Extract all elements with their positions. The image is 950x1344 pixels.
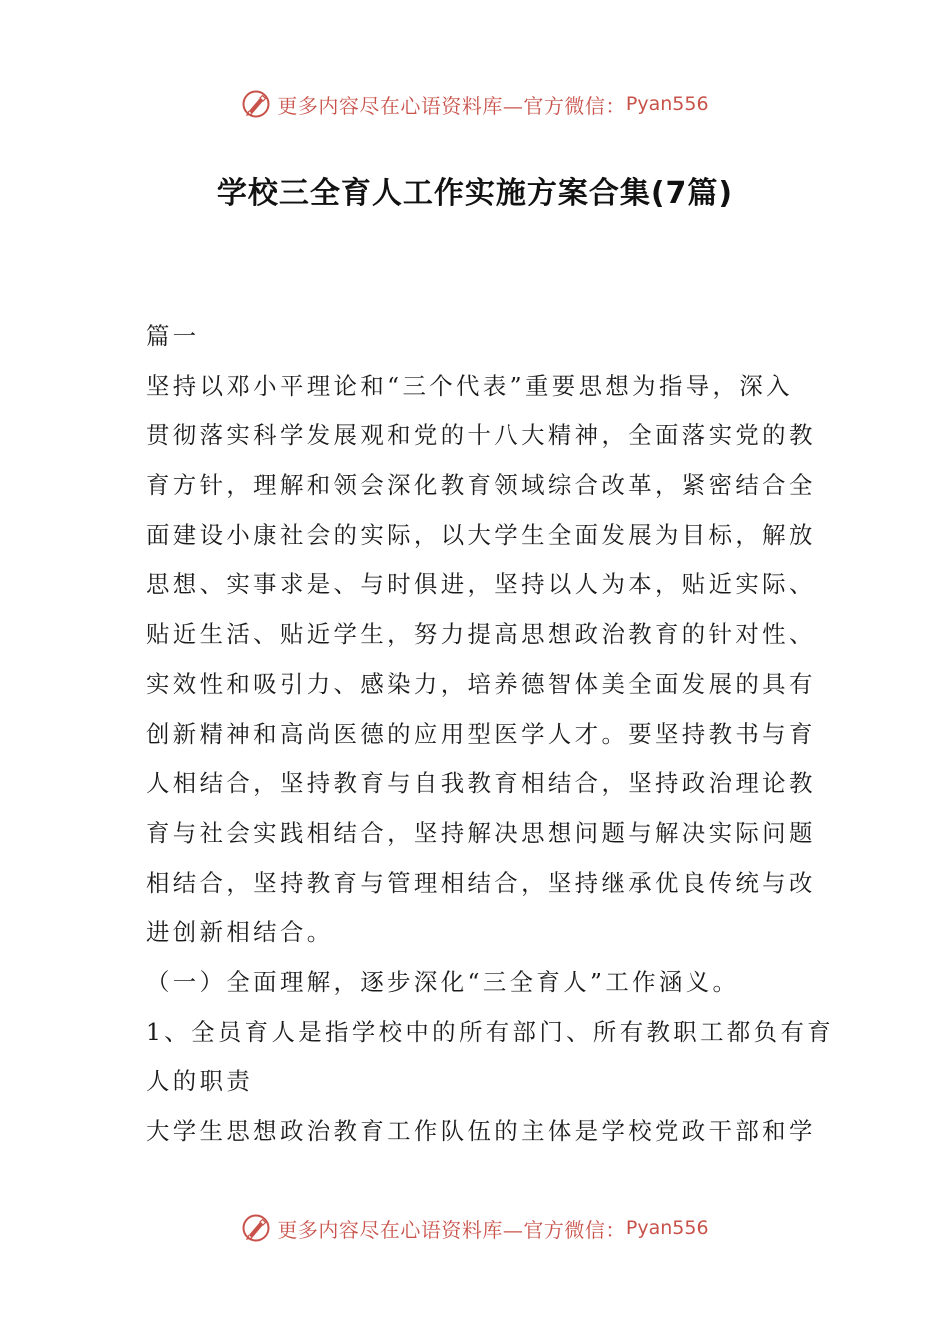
text-line: 贯彻落实科学发展观和党的十八大精神，全面落实党的教 [146,421,816,450]
text-line: 大学生思想政治教育工作队伍的主体是学校党政干部和学 [146,1117,816,1145]
text-line: 育与社会实践相结合，坚持解决思想问题与解决实际问题 [146,818,816,847]
watermark-wechat-id: Pyan556 [625,1217,709,1239]
document-body [146,312,835,1157]
text-line: 人的职责 [146,1067,254,1096]
text-line: 实效性和吸引力、感染力，培养德智体美全面发展的具有 [146,669,816,698]
text-line: 篇一 [146,322,200,350]
text-line: 进创新相结合。 [146,918,334,947]
text-line: 人相结合，坚持教育与自我教育相结合，坚持政治理论教 [146,769,816,798]
document-title: 学校三全育人工作实施方案合集(7篇) [216,176,734,211]
header-watermark [0,84,950,124]
text-line: 育方针，理解和领会深化教育领域综合改革，紧密结合全 [146,471,816,500]
text-line: 1、全员育人是指学校中的所有部门、所有教职工都负有育 [146,1017,835,1046]
text-line: 创新精神和高尚医德的应用型医学人才。要坚持教书与育 [146,719,816,748]
text-line: 相结合，坚持教育与管理相结合，坚持继承优良传统与改 [146,868,816,897]
pen-logo-icon [241,1213,271,1243]
text-line: 思想、实事求是、与时俱进，坚持以人为本，贴近实际、 [146,570,816,599]
text-line: （一）全面理解，逐步深化“三全育人”工作涵义。 [146,967,740,996]
text-line: 贴近生活、贴近学生，努力提高思想政治教育的针对性、 [146,620,816,649]
footer-watermark [0,1208,950,1248]
watermark-text: 更多内容尽在心语资料库—官方微信： [277,93,626,118]
pen-logo-icon [241,89,271,119]
text-line: 坚持以邓小平理论和“三个代表”重要思想为指导，深入 [146,371,793,400]
watermark-wechat-id: Pyan556 [625,93,709,115]
text-line: 面建设小康社会的实际，以大学生全面发展为目标，解放 [146,520,816,549]
watermark-text: 更多内容尽在心语资料库—官方微信： [277,1217,626,1242]
